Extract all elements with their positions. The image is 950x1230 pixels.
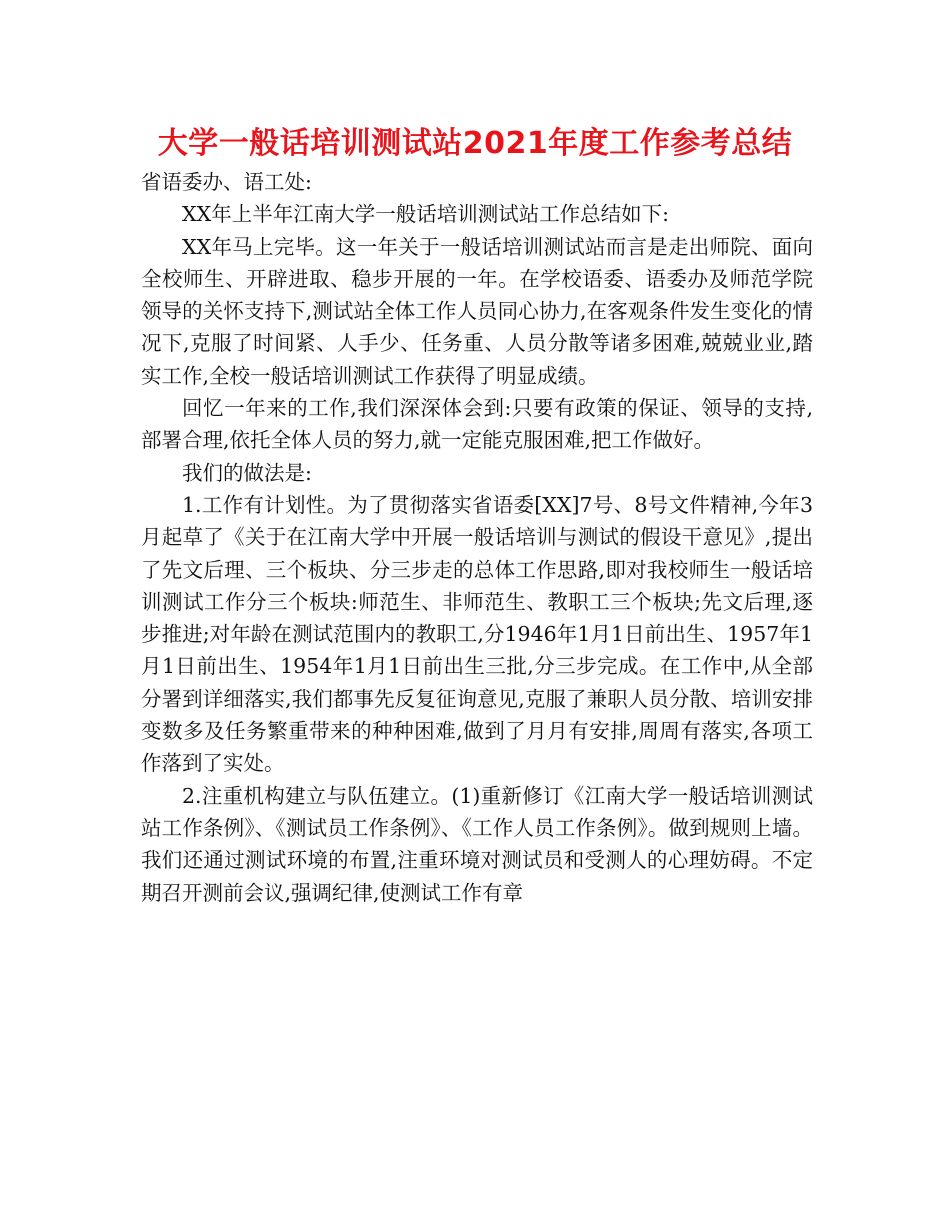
salutation: 省语委办、语工处:: [141, 170, 312, 194]
paragraph-methods-heading: 我们的做法是:: [182, 460, 312, 485]
document-title: 大学一般话培训测试站2021年度工作参考总结: [157, 126, 793, 161]
paragraph-overview: XX年马上完毕。这一年关于一般话培训测试站而言是走出师院、面向全校师生、开辟进取、稳步开展的一年。在学校语委、语委办及师范学院领导的关怀支持下,测试站全体工作人员同心协力,在客观条件发生变化的情况下,克服了时间紧、人手少、任务重、人员分散等诸多困难,兢兢业业,踏实工作,全校一般话培训测试工作获得了明显成绩。: [141, 234, 813, 388]
paragraph-intro: XX年上半年江南大学一般话培训测试站工作总结如下:: [182, 202, 670, 227]
paragraph-point-1: 1.工作有计划性。为了贯彻落实省语委[XX]7号、8号文件精神,今年3月起草了《关于在江南大学中开展一般话培训与测试的假设干意见》,提出了先文后理、三个板块、分三步走的总体工作思路,即对我校师生一般话培训测试工作分三个板块:师范生、非师范生、教职工三个板块;先文后理,逐步推进;对年龄在测试范围内的教职工,分1946年1月1日前出生、1957年1月1日前出生、1954年1月1日前出生三批,分三步完成。在工作中,从全部分署到详细落实,我们都事先反复征询意见,克服了兼职人员分散、培训安排变数多及任务繁重带来的种种困难,做到了月月有安排,周周有落实,各项工作落到了实处。: [141, 492, 813, 776]
paragraph-point-2: 2.注重机构建立与队伍建立。(1)重新修订《江南大学一般话培训测试站工作条例》、《测试员工作条例》、《工作人员工作条例》。做到规则上墙。我们还通过测试环境的布置,注重环境对测试员和受测人的心理妨碍。不定期召开测前会议,强调纪律,使测试工作有章: [141, 783, 813, 905]
paragraph-reflection: 回忆一年来的工作,我们深深体会到:只要有政策的保证、领导的支持,部署合理,依托全体人员的努力,就一定能克服困难,把工作做好。: [141, 396, 813, 453]
document-body: [141, 166, 813, 909]
